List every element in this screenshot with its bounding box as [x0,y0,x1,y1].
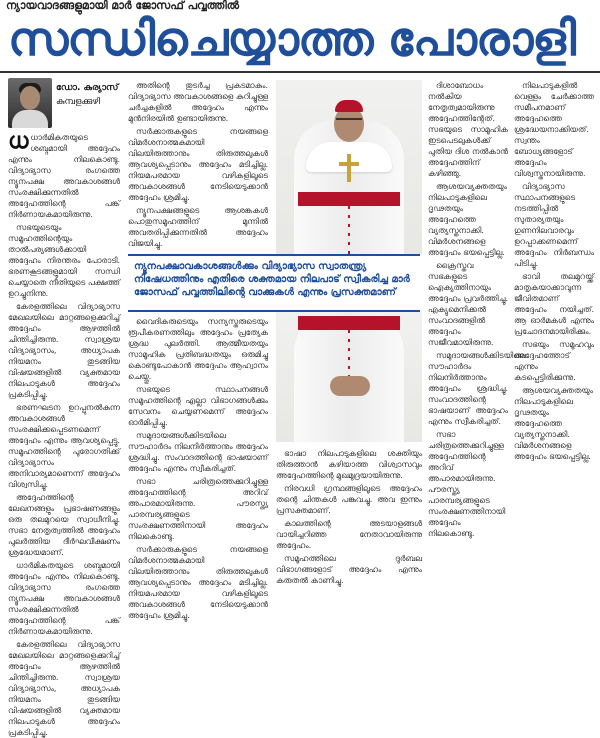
glasses [336,118,362,125]
paragraph: നിരവധി ഗ്രന്ഥങ്ങളിലൂടെ അദ്ദേഹം തന്റെ ചിന്തകൾ പങ്കുവച്ചു. അവ ഇന്നും പ്രസക്തമാണ്. [276,484,422,515]
cassock-buttons [348,206,350,254]
article-photo-lower [276,312,422,442]
article-column-3-lower [276,448,422,594]
paragraph: സഭയുടെ സ്ഥാപനങ്ങൾ സമൂഹത്തിന്റെ എല്ലാ വിഭാഗങ്ങൾക്കും സേവനം ചെയ്യണമെന്ന് അദ്ദേഹം ഓർമിപ്പിച്ചു. [128,385,268,427]
folded-hands [330,376,370,396]
paragraph: സർക്കാരുകളുടെ നയങ്ങളെ വിമർശനാത്മകമായി വിലയിരുത്താനും തിരുത്തലുകൾ ആവശ്യപ്പെടാനും അദ്ദേഹം മടിച്ചില്ല. നിയമപരമായ വഴികളിലൂടെ അവകാശങ്ങൾ നേടിയെടുക്കാൻ അദ്ദേഹം ശ്രമിച്ചു. [128,545,268,620]
paragraph: ക്രൈസ്തവ സഭകളുടെ ഐക്യത്തിനായും അദ്ദേഹം പ്രവർത്തിച്ചു. എക്യുമെനിക്കൽ സംവാദങ്ങളിൽ അദ്ദേഹം സജീവമായിരുന്നു. [428,261,508,347]
zucchetto [335,100,363,112]
article-photo [276,80,422,254]
paragraph: ആശയവ്യക്തതയും നിലപാടുകളിലെ ദൃഢതയും അദ്ദേഹത്തെ വ്യത്യസ്തനാക്കി. വിമർശനങ്ങളെ അദ്ദേഹം ഭയപ്പെട്ടില്ല. [428,182,507,257]
pectoral-cross-bar [339,162,359,166]
paragraph: അതിന്റെ തുടർച്ച പ്രകടമാകും. വിദ്യാഭ്യാസ അവകാശങ്ങളെ കുറിച്ചുള്ള ചർച്ചകളിൽ അദ്ദേഹം എന്നും മുൻനിരയിൽ ഉണ്ടായിരുന്നു. [128,81,269,123]
paragraph: ന്യൂനപക്ഷങ്ങളുടെ ആശങ്കകൾ പൊതുസമൂഹത്തിന് മുന്നിൽ അവതരിപ്പിക്കുന്നതിൽ അദ്ദേഹം വിജയിച്ചു. [128,206,268,248]
paragraph: ഭരണഘടന ഉറപ്പുനൽകുന്ന അവകാശങ്ങൾ സംരക്ഷിക്കപ്പെടണമെന്ന് അദ്ദേഹം എന്നും ആവശ്യപ്പെട്ടു. സമൂഹത്തിന്റെ പുരോഗതിക്ക് വിദ്യാഭ്യാസം അനിവാര്യമാണെന്ന് അദ്ദേഹം വിശ്വസിച്ചു. [8,403,120,489]
article-column-2 [128,80,268,250]
paragraph: ആശയവ്യക്തതയും നിലപാടുകളിലെ ദൃഢതയും അദ്ദേഹത്തെ വ്യത്യസ്തനാക്കി. വിമർശനങ്ങളെ അദ്ദേഹം ഭയപ്പെട്ടില്ല. [514,386,593,461]
paragraph: സമുദായങ്ങൾക്കിടയിലെ സൗഹാർദം നിലനിർത്താനും അദ്ദേഹം ശ്രദ്ധിച്ചു. സംവാദത്തിന്റെ ഭാഷയാണ് അദ്ദേഹം എന്നും സ്വീകരിച്ചത്. [428,351,526,426]
top-rule [0,71,600,73]
paragraph: സർക്കാരുകളുടെ നയങ്ങളെ വിമർശനാത്മകമായി വിലയിരുത്താനും തിരുത്തലുകൾ ആവശ്യപ്പെടാനും അദ്ദേഹം മടിച്ചില്ല. നിയമപരമായ വഴികളിലൂടെ അവകാശങ്ങൾ നേടിയെടുക്കാൻ അദ്ദേഹം ശ്രമിച്ചു. [128,127,268,202]
paragraph: ഭാഷാ നിലപാടുകളിലെ ശക്തിയും തിരുത്താൻ കഴിയാത്ത വിശ്വാസവും അദ്ദേഹത്തിന്റെ മുഖമുദ്രയായിരുന്നു. [276,449,422,480]
author-byline [8,78,120,128]
red-sash-lower [298,316,400,330]
red-sash [298,192,400,206]
paragraph: സഭാ ചരിത്രത്തെക്കുറിച്ചുള്ള അദ്ദേഹത്തിന്റെ അറിവ് അപാരമായിരുന്നു. പൗരസ്ത്യ പാരമ്പര്യങ്ങളുടെ സംരക്ഷണത്തിനായി അദ്ദേഹം നിലകൊണ്ടു. [128,477,268,541]
paragraph: ധാർമികതയുടെ ശബ്ദമായി അദ്ദേഹം എന്നും നിലകൊണ്ടു. വിദ്യാഭ്യാസ രംഗത്തെ ന്യൂനപക്ഷ അവകാശങ്ങൾ സംരക്ഷിക്കുന്നതിൽ അദ്ദേഹത്തിന്റെ പങ്ക് നിർണായകമായിരുന്നു. [8,133,120,219]
paragraph: ധാർമികതയുടെ ശബ്ദമായി അദ്ദേഹം എന്നും നിലകൊണ്ടു. വിദ്യാഭ്യാസ രംഗത്തെ ന്യൂനപക്ഷ അവകാശങ്ങൾ സംരക്ഷിക്കുന്നതിൽ അദ്ദേഹത്തിന്റെ പങ്ക് നിർണായകമായിരുന്നു. [8,561,120,636]
paragraph: ഭാവി തലമുറയ്ക്ക് മാതൃകയാക്കാവുന്ന ജീവിതമാണ് അദ്ദേഹം നയിച്ചത്. ആ ഓർമകൾ എന്നും പ്രചോദനമായിരിക്കും. [514,272,594,336]
paragraph: ദിശാബോധം നൽകിയ നേതൃത്വമായിരുന്നു അദ്ദേഹത്തിന്റേത്. സഭയുടെ സാമൂഹിക ഇടപെടലുകൾക്ക് പുതിയ ദിശ നൽകാൻ അദ്ദേഹത്തിന് കഴിഞ്ഞു. [428,81,508,178]
kicker-line: ന്യായവാദങ്ങളുമായി മാർ ജോസഫ് പവ്വത്തിൽ [6,0,239,12]
paragraph: കേരളത്തിലെ വിദ്യാഭ്യാസ മേഖലയിലെ മാറ്റങ്ങളെക്കുറിച്ച് അദ്ദേഹം ആഴത്തിൽ ചിന്തിച്ചിരുന്നു. സ്വാശ്രയ വിദ്യാഭ്യാസം, അധ്യാപക നിയമനം തുടങ്ങിയ വിഷയങ്ങളിൽ വ്യക്തമായ നിലപാടുകൾ അദ്ദേഹം പ്രകടിപ്പിച്ചു. [8,302,120,399]
headline: സന്ധിചെയ്യാത്ത പോരാളി [8,12,576,67]
paragraph: കാലത്തിന്റെ അടയാളങ്ങൾ വായിച്ചറിഞ്ഞ നേതാവായിരുന്നു അദ്ദേഹം. [276,519,422,550]
paragraph: നിലപാടുകളിൽ വെള്ളം ചേർക്കാത്ത സമീപനമാണ് അദ്ദേഹത്തെ ശ്രദ്ധേയനാക്കിയത്. സ്വന്തം ബോധ്യങ്ങളോട് അദ്ദേഹം വിശ്വസ്തനായിരുന്നു. [514,81,594,178]
article-column-1 [8,129,120,737]
article-column-4 [428,80,526,594]
article-column-5 [514,80,594,594]
paragraph: കേരളത്തിലെ വിദ്യാഭ്യാസ മേഖലയിലെ മാറ്റങ്ങളെക്കുറിച്ച് അദ്ദേഹം ആഴത്തിൽ ചിന്തിച്ചിരുന്നു. സ്വാശ്രയ വിദ്യാഭ്യാസം, അധ്യാപക നിയമനം തുടങ്ങിയ വിഷയങ്ങളിൽ വ്യക്തമായ നിലപാടുകൾ അദ്ദേഹം പ്രകടിപ്പിച്ചു. [8,640,120,737]
paragraph: സഭയുടെയും സമൂഹത്തിന്റെയും താൽപര്യങ്ങൾക്കായി അദ്ദേഹം നിരന്തരം പോരാടി. ഭരണകൂടങ്ങളുമായി സന്ധി ചെയ്യാതെ നീതിയുടെ പക്ഷത്ത് ഉറച്ചുനിന്നു. [8,223,120,298]
paragraph: വൈദികരുടെയും സന്യസ്തരുടെയും രൂപീകരണത്തിലും അദ്ദേഹം പ്രത്യേക ശ്രദ്ധ പുലർത്തി. ആത്മീയതയും സാമൂഹിക പ്രതിബദ്ധതയും ഒരുമിച്ചു കൊണ്ടുപോകാൻ അദ്ദേഹം ആഹ്വാനം ചെയ്തു. [128,317,268,381]
pectoral-cross [347,154,351,182]
paragraph: സമുദായങ്ങൾക്കിടയിലെ സൗഹാർദം നിലനിർത്താനും അദ്ദേഹം ശ്രദ്ധിച്ചു. സംവാദത്തിന്റെ ഭാഷയാണ് അദ്ദേഹം എന്നും സ്വീകരിച്ചത്. [128,431,268,473]
paragraph: സമൂഹത്തിലെ ദുർബല വിഭാഗങ്ങളോട് അദ്ദേഹം എന്നും കരുതൽ കാണിച്ചു. [276,554,422,585]
paragraph: സഭാ ചരിത്രത്തെക്കുറിച്ചുള്ള അദ്ദേഹത്തിന്റെ അറിവ് അപാരമായിരുന്നു. പൗരസ്ത്യ പാരമ്പര്യങ്ങളുടെ സംരക്ഷണത്തിനായി അദ്ദേഹം നിലകൊണ്ടു. [428,430,506,538]
paragraph: സഭയും സമൂഹവും അദ്ദേഹത്തോട് എന്നും കടപ്പെട്ടിരിക്കുന്നു. [514,340,594,382]
article-column-2-lower [128,316,268,620]
author-name: ഡോ. കുര്യാസ് [56,83,119,93]
author-surname: കുമ്പളക്കുഴി [56,97,101,107]
pull-quote: ന്യൂനപക്ഷാവകാശങ്ങൾക്കും വിദ്യാഭ്യാസ സ്വാതന്ത്ര്യ നിഷേധത്തിനും എതിരെ ശക്തമായ നിലപാട് സ്വീകരിച്ച മാർ ജോസഫ് പവ്വത്തിലിന്റെ വാക്കുകൾ എന്നും പ്രസക്തമാണ് [128,254,420,312]
drop-cap: ധ [8,129,29,154]
paragraph: അദ്ദേഹത്തിന്റെ ലേഖനങ്ങളും പ്രഭാഷണങ്ങളും ഒരു തലമുറയെ സ്വാധീനിച്ചു. സഭാ നേതൃത്വത്തിൽ അദ്ദേഹം പുലർത്തിയ ദീർഘവീക്ഷണം ശ്രദ്ധേയമാണ്. [8,493,120,557]
author-photo [8,78,52,128]
paragraph: വിദ്യാഭ്യാസ സ്ഥാപനങ്ങളുടെ നടത്തിപ്പിൽ സുതാര്യതയും ഗുണനിലവാരവും ഉറപ്പാക്കണമെന്ന് അദ്ദേഹം നിർബന്ധം പിടിച്ചു. [514,182,594,268]
